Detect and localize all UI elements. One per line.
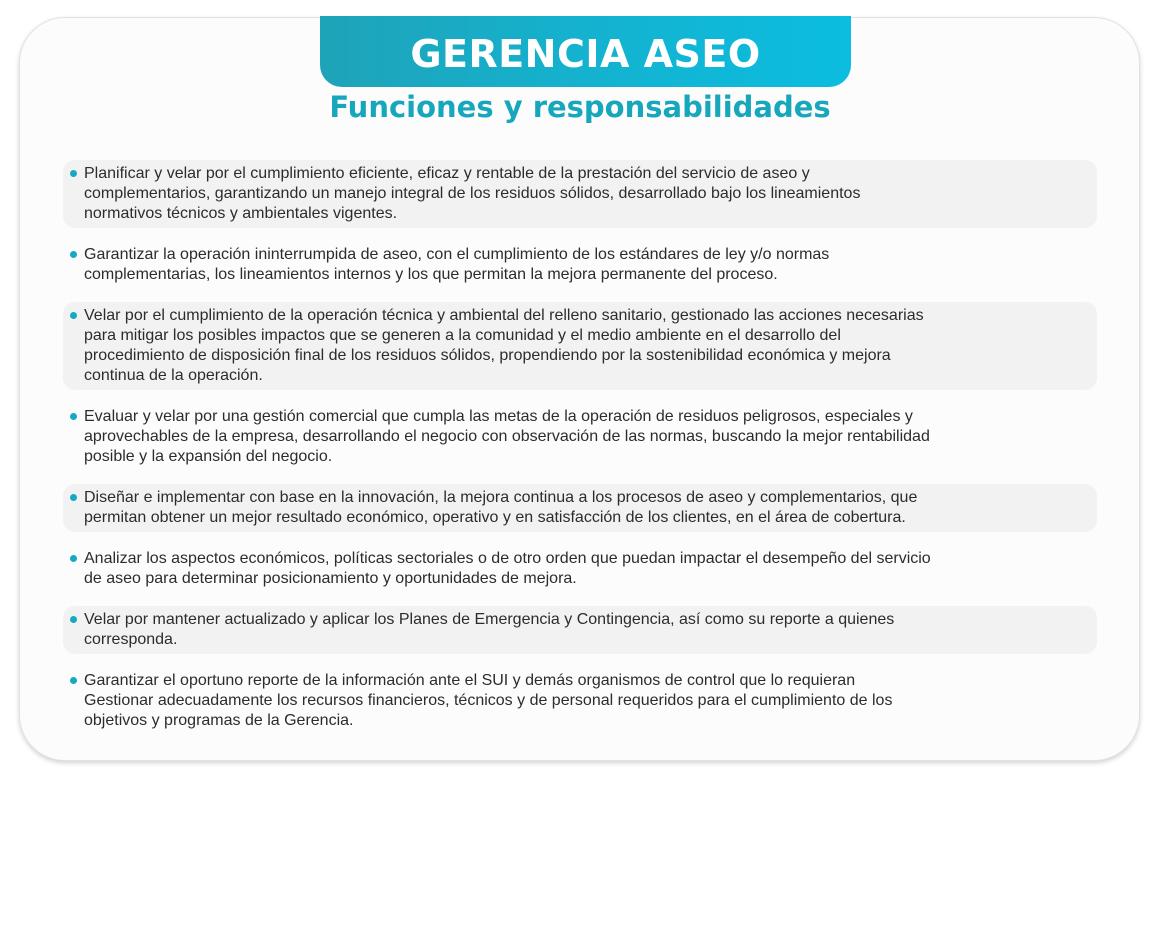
dot-bullet-icon bbox=[70, 312, 77, 319]
list-item bbox=[63, 160, 1097, 228]
responsibilities-list bbox=[63, 160, 1097, 748]
list-item bbox=[63, 545, 1097, 593]
list-item bbox=[63, 667, 1097, 735]
dot-bullet-icon bbox=[70, 677, 77, 684]
list-item-text: Garantizar la operación ininterrumpida de aseo, con el cumplimiento de los estándares de ley y/o normas complementarias, los lineamientos internos y los que permitan la mejora permanente del proceso. bbox=[84, 246, 830, 283]
list-item bbox=[63, 241, 1097, 289]
dot-bullet-icon bbox=[70, 413, 77, 420]
list-item-text: Planificar y velar por el cumplimiento eficiente, eficaz y rentable de la prestación del servicio de aseo y complementarios, garantizando un manejo integral de los residuos sólidos, desarrollado bajo los lineamientos normativos técnicos y ambientales vigentes. bbox=[84, 165, 861, 222]
dot-bullet-icon bbox=[70, 555, 77, 562]
list-item-text: Diseñar e implementar con base en la innovación, la mejora continua a los procesos de aseo y complementarios, que permitan obtener un mejor resultado económico, operativo y en satisfacción de los clientes, en el área de cobertura. bbox=[84, 489, 918, 526]
dot-bullet-icon bbox=[70, 251, 77, 258]
dot-bullet-icon bbox=[70, 494, 77, 501]
list-item bbox=[63, 606, 1097, 654]
list-item-text: Garantizar el oportuno reporte de la información ante el SUI y demás organismos de control que lo requieran Gestionar adecuadamente los recursos financieros, técnicos y de personal requeridos para el cumplimiento de los objetivos y programas de la Gerencia. bbox=[84, 672, 893, 729]
list-item bbox=[63, 403, 1097, 471]
list-item bbox=[63, 302, 1097, 390]
page-subtitle: Funciones y responsabilidades bbox=[329, 90, 831, 124]
list-item bbox=[63, 484, 1097, 532]
header-banner bbox=[320, 16, 851, 87]
list-item-text: Analizar los aspectos económicos, políticas sectoriales o de otro orden que puedan impactar el desempeño del servicio de aseo para determinar posicionamiento y oportunidades de mejora. bbox=[84, 550, 931, 587]
list-item-text: Evaluar y velar por una gestión comercial que cumpla las metas de la operación de residuos peligrosos, especiales y aprovechables de la empresa, desarrollando el negocio con observación de las normas, buscando la mejor rentabilidad posible y la expansión del negocio. bbox=[84, 408, 930, 465]
dot-bullet-icon bbox=[70, 170, 77, 177]
page-title: GERENCIA ASEO bbox=[410, 31, 761, 76]
list-item-text: Velar por el cumplimiento de la operación técnica y ambiental del relleno sanitario, gestionado las acciones necesarias para mitigar los posibles impactos que se generen a la comunidad y el medio ambiente en el desarrollo del procedimiento de disposición final de los residuos sólidos, propendiendo por la sostenibilidad económica y mejora continua de la operación. bbox=[84, 307, 924, 384]
dot-bullet-icon bbox=[70, 616, 77, 623]
list-item-text: Velar por mantener actualizado y aplicar los Planes de Emergencia y Contingencia, así como su reporte a quienes corresponda. bbox=[84, 611, 895, 648]
